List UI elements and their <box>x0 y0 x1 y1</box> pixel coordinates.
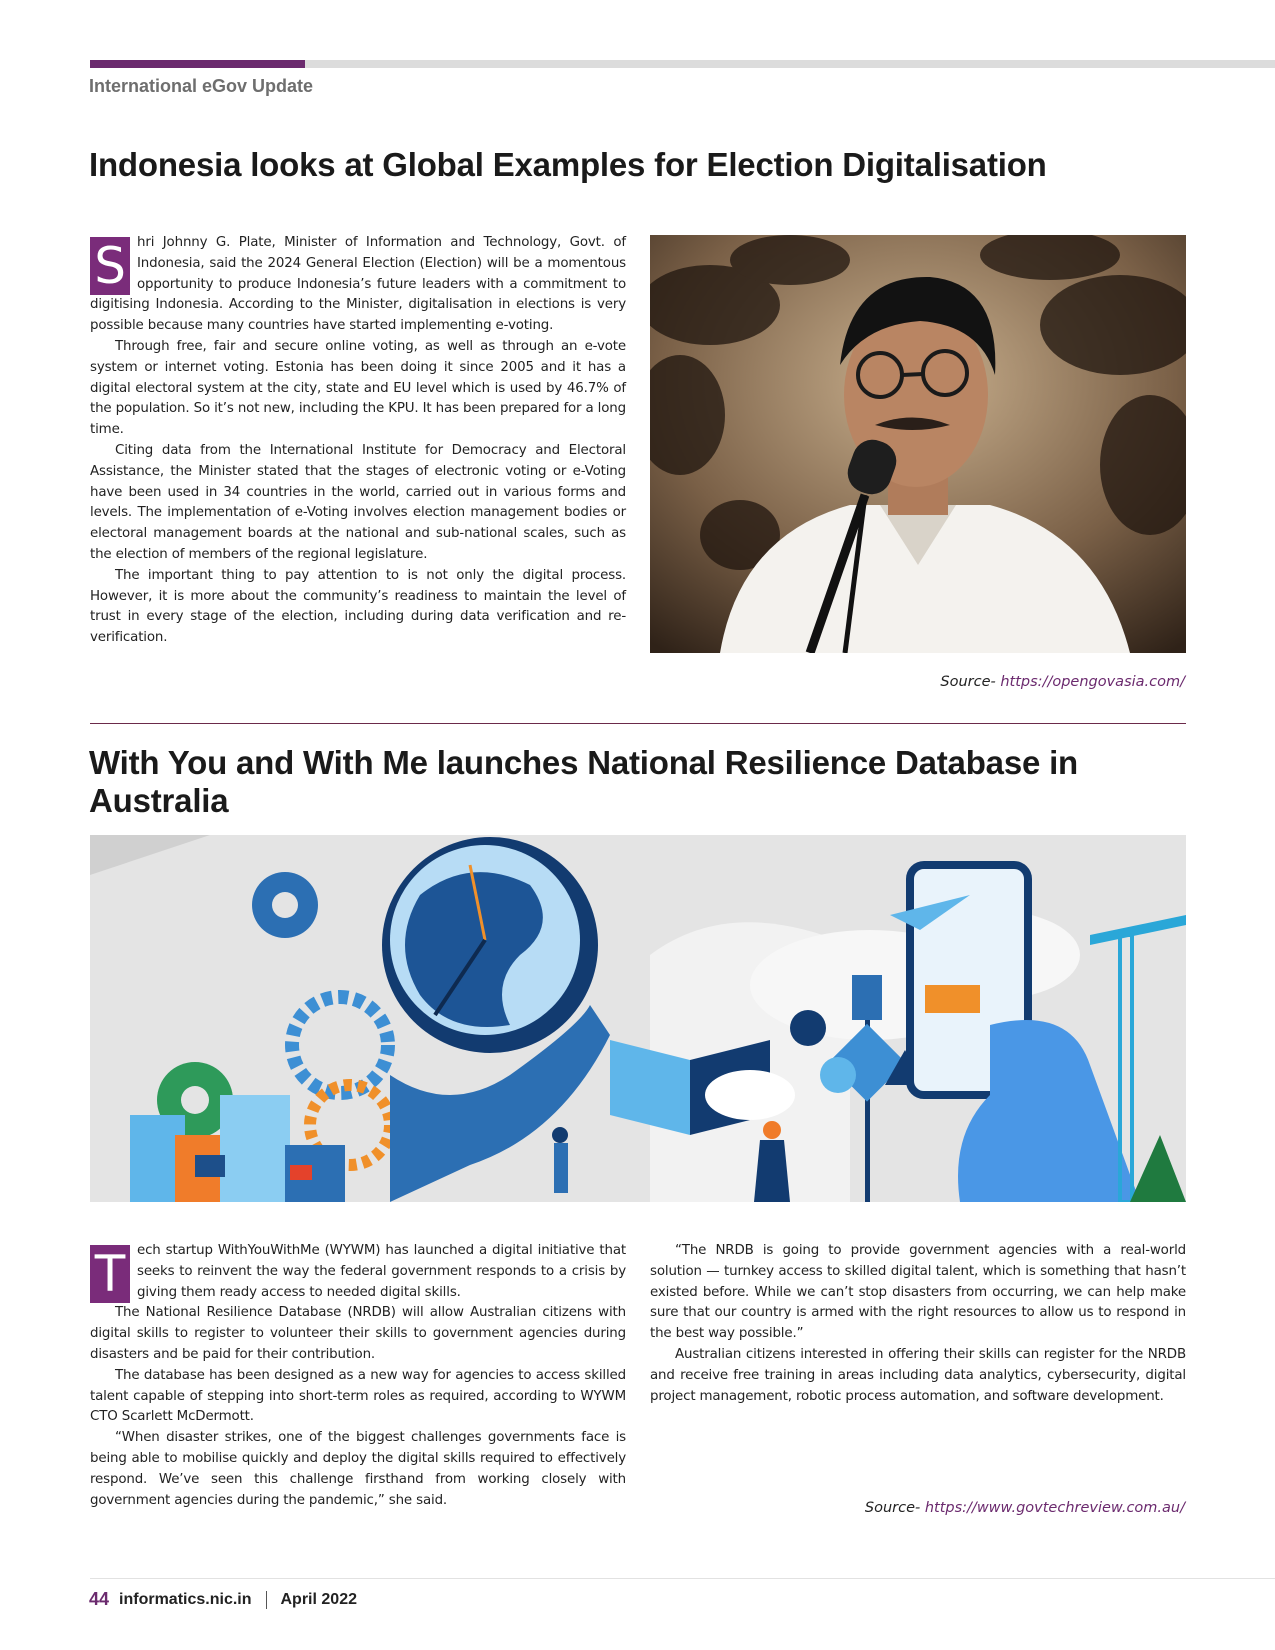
minister-photo-illustration <box>650 235 1186 653</box>
article1-paragraph <box>90 233 626 337</box>
footer-rule <box>90 1578 1275 1579</box>
article2-title: With You and With Me launches National Resilience Database in Australia <box>89 744 1079 819</box>
footer-site: informatics.nic.in <box>119 1590 252 1608</box>
source-label: Source- <box>864 1500 921 1516</box>
article2-paragraph: “The NRDB is going to provide government agencies with a real-world solution — turnkey access to skilled digital talent, which is something that hasn’t existed before. While we can’t stop disasters from occurring, we can help make sure that our country is armed with the right resources to allow us to respond in the best way possible.” <box>650 1243 1186 1342</box>
article1-paragraph-text: hri Johnny G. Plate, Minister of Information and Technology, Govt. of Indonesia, said the 2024 General Election (Election) will be a momentous opportunity to produce Indonesia’s future leaders with a commitment to digitising Indonesia. According to the Minister, digitalisation in elections is very possible because many countries have started implementing e-voting. <box>90 235 626 334</box>
footer-date: April 2022 <box>280 1590 357 1608</box>
article2-paragraph: “When disaster strikes, one of the biggest challenges governments face is being able to mobilise quickly and deploy the digital skills required to effectively respond. We’ve seen this challenge firsthand from working closely with government agencies during the pandemic,” she said. <box>90 1430 626 1508</box>
section-label: International eGov Update <box>89 76 314 96</box>
minister-photo <box>650 235 1186 653</box>
article1-paragraph: The important thing to pay attention to is not only the digital process. However, it is more about the community’s readiness to maintain the level of trust in every stage of the election, including during data verification and re-verification. <box>90 567 626 646</box>
article2-paragraph: Australian citizens interested in offering their skills can register for the NRDB and receive free training in areas including data analytics, cybersecurity, digital project management, robotic process automation, and software development. <box>650 1346 1186 1404</box>
article2-body-right <box>650 1241 1186 1407</box>
article2-paragraph <box>90 1241 626 1303</box>
article1-title: Indonesia looks at Global Examples for Election Digitalisation <box>89 146 1047 183</box>
article1-source <box>940 674 1185 690</box>
article1-paragraph: Citing data from the International Institute for Democracy and Electoral Assistance, the Minister stated that the stages of electronic voting or e-Voting have been used in 34 countries in the world, carried out in various forms and levels. The implementation of e-Voting involves election management bodies or electoral management boards at the national and sub-national scales, such as the election of members of the regional legislature. <box>90 442 626 562</box>
page-footer <box>89 1589 357 1610</box>
article2-source <box>865 1500 1185 1516</box>
article2-body-left <box>90 1241 626 1511</box>
digital-skills-illustration <box>90 835 1186 1202</box>
article1-body <box>90 233 626 649</box>
source-label: Source- <box>940 674 996 690</box>
header-rule-grey <box>300 60 1275 68</box>
article1-source-link[interactable]: https://opengovasia.com/ <box>1000 674 1185 690</box>
article2-paragraph: The National Resilience Database (NRDB) will allow Australian citizens with digital skills to register to volunteer their skills to government agencies during disasters and be paid for their contribution. <box>90 1305 626 1362</box>
article2-paragraph-text: ech startup WithYouWithMe (WYWM) has launched a digital initiative that seeks to reinvent the way the federal government responds to a crisis by giving them ready access to needed digital skills. <box>137 1243 626 1300</box>
header-rule-accent <box>90 60 305 68</box>
article2-dropcap: T <box>90 1245 130 1303</box>
page-number: 44 <box>89 1589 110 1609</box>
article1-dropcap: S <box>90 237 130 295</box>
article-divider <box>90 723 1186 724</box>
illustration-graphic <box>90 835 1186 1202</box>
article2-paragraph: The database has been designed as a new way for agencies to access skilled talent capable of stepping into short-term roles as required, according to WYWM CTO Scarlett McDermott. <box>90 1367 626 1425</box>
article2-source-link[interactable]: https://www.govtechreview.com.au/ <box>924 1500 1185 1516</box>
footer-separator <box>266 1591 267 1609</box>
article1-paragraph: Through free, fair and secure online voting, as well as through an e-vote system or internet voting. Estonia has been doing it since 2005 and it has a digital electoral system at the city, state and EU level which is used by 46.7% of the population. So it’s not new, including the KPU. It has been prepared for a long time. <box>90 338 626 438</box>
